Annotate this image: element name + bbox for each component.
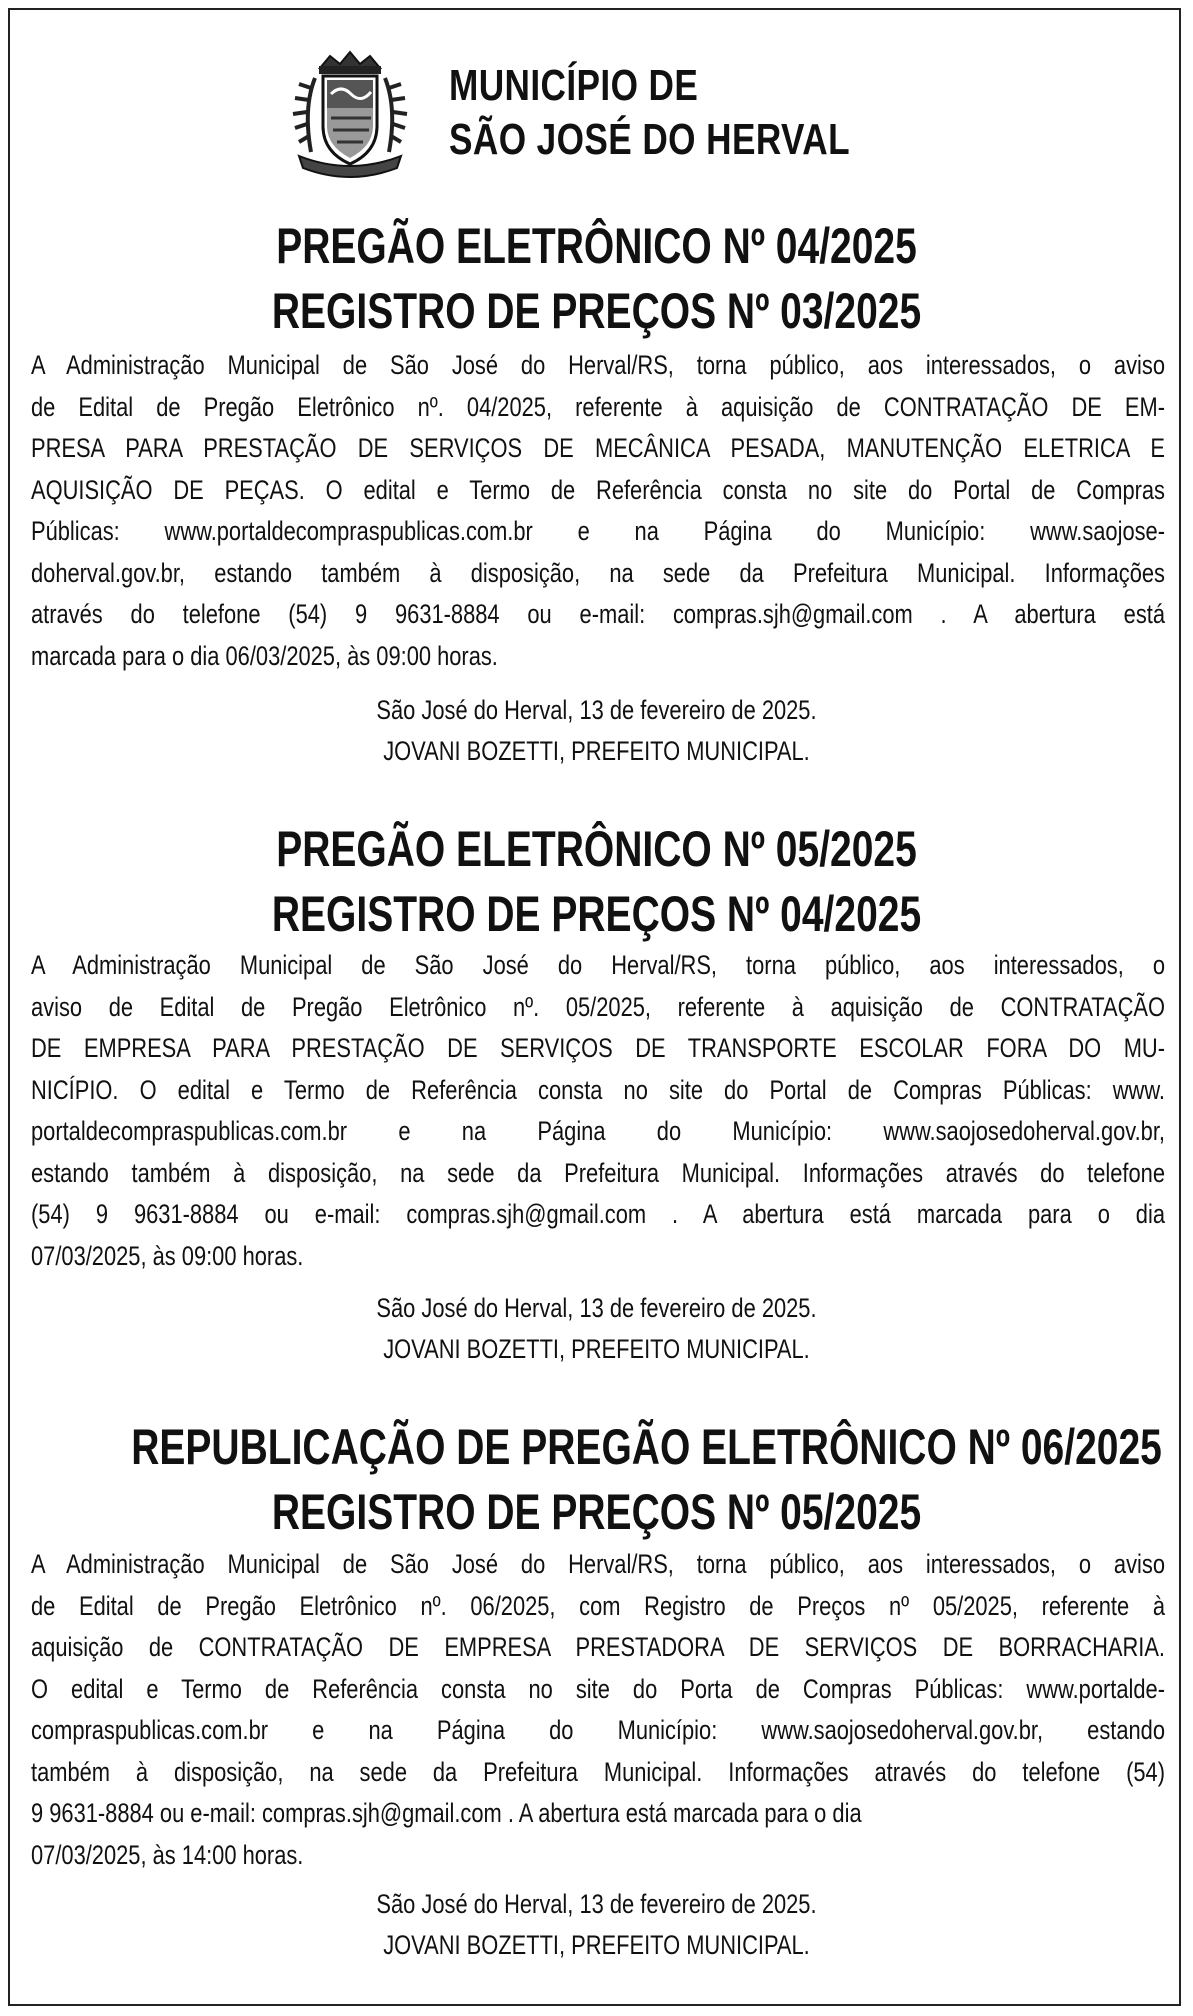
body-line: doherval.gov.br, estando também à disposição, na sede da Prefeitura Municipal. Informações bbox=[31, 557, 1165, 588]
municipality-line-1: MUNICÍPIO DE bbox=[449, 61, 699, 110]
body-line: 9 9631-8884 ou e-mail: compras.sjh@gmail.com . A abertura está marcada para o dia bbox=[31, 1798, 862, 1828]
notice-1-title: PREGÃO ELETRÔNICO Nº 04/2025 bbox=[276, 218, 917, 274]
body-line: Públicas: www.portaldecompraspublicas.com.br e na Página do Município: www.saojose- bbox=[31, 516, 1165, 546]
body-line: através do telefone (54) 9 9631-8884 ou e-mail: compras.sjh@gmail.com . A abertura está bbox=[31, 599, 1165, 629]
body-line: (54) 9 9631-8884 ou e-mail: compras.sjh@gmail.com . A abertura está marcada para o dia bbox=[31, 1199, 1165, 1229]
body-line: 07/03/2025, às 14:00 horas. bbox=[31, 1839, 304, 1870]
notice-2-signature: JOVANI BOZETTI, PREFEITO MUNICIPAL. bbox=[383, 1334, 810, 1364]
body-line: de Edital de Pregão Eletrônico nº. 06/2025, com Registro de Preços nº 05/2025, referente à bbox=[31, 1590, 1165, 1621]
body-line: AQUISIÇÃO DE PEÇAS. O edital e Termo de Referência consta no site do Portal de Compras bbox=[31, 474, 1165, 505]
coat-of-arms-icon bbox=[275, 48, 425, 178]
notice-2-place-date: São José do Herval, 13 de fevereiro de 2025. bbox=[376, 1293, 817, 1323]
body-line: DE EMPRESA PARA PRESTAÇÃO DE SERVIÇOS DE TRANSPORTE ESCOLAR FORA DO MU- bbox=[31, 1033, 1165, 1063]
notice-1-body bbox=[31, 345, 1166, 677]
notice-3-subtitle: REGISTRO DE PREÇOS Nº 05/2025 bbox=[271, 1484, 922, 1540]
notice-3-signature: JOVANI BOZETTI, PREFEITO MUNICIPAL. bbox=[383, 1930, 810, 1960]
notice-2-subtitle: REGISTRO DE PREÇOS Nº 04/2025 bbox=[271, 886, 922, 942]
body-line: 07/03/2025, às 09:00 horas. bbox=[31, 1240, 304, 1271]
notice-1-place-date: São José do Herval, 13 de fevereiro de 2025. bbox=[376, 695, 817, 725]
notice-3-place-date: São José do Herval, 13 de fevereiro de 2025. bbox=[376, 1889, 817, 1919]
body-line: aviso de Edital de Pregão Eletrônico nº. 05/2025, referente à aquisição de CONTRATAÇÃO bbox=[31, 991, 1165, 1022]
body-line: portaldecompraspublicas.com.br e na Página do Município: www.saojosedoherval.gov.br, bbox=[31, 1116, 1165, 1146]
body-line: compraspublicas.com.br e na Página do Município: www.saojosedoherval.gov.br, estando bbox=[31, 1715, 1165, 1745]
body-line: de Edital de Pregão Eletrônico nº. 04/2025, referente à aquisição de CONTRATAÇÃO DE EM- bbox=[31, 391, 1165, 422]
body-line: também à disposição, na sede da Prefeitura Municipal. Informações através do telefone (54) bbox=[31, 1756, 1165, 1787]
municipality-name bbox=[449, 59, 850, 167]
notice-3-body bbox=[31, 1544, 1166, 1876]
notice-2-body bbox=[31, 945, 1166, 1277]
body-line: PRESA PARA PRESTAÇÃO DE SERVIÇOS DE MECÂNICA PESADA, MANUTENÇÃO ELETRICA E bbox=[31, 433, 1165, 463]
body-line: aquisição de CONTRATAÇÃO DE EMPRESA PRESTADORA DE SERVIÇOS DE BORRACHARIA. bbox=[31, 1632, 1165, 1662]
notice-1-subtitle: REGISTRO DE PREÇOS Nº 03/2025 bbox=[271, 283, 922, 339]
body-line: NICÍPIO. O edital e Termo de Referência consta no site do Portal de Compras Públicas: www. bbox=[31, 1074, 1165, 1105]
body-line: A Administração Municipal de São José do Herval/RS, torna público, aos interessados, o aviso bbox=[31, 1549, 1165, 1579]
body-line: marcada para o dia 06/03/2025, às 09:00 horas. bbox=[31, 640, 498, 671]
municipality-line-2: SÃO JOSÉ DO HERVAL bbox=[449, 115, 850, 164]
notice-3-title: REPUBLICAÇÃO DE PREGÃO ELETRÔNICO Nº 06/2025 bbox=[131, 1419, 1162, 1475]
header bbox=[275, 48, 950, 178]
body-line: O edital e Termo de Referência consta no site do Porta de Compras Públicas: www.portalde- bbox=[31, 1673, 1165, 1704]
body-line: A Administração Municipal de São José do Herval/RS, torna público, aos interessados, o bbox=[31, 950, 1165, 980]
notice-2-title: PREGÃO ELETRÔNICO Nº 05/2025 bbox=[276, 821, 917, 877]
notice-1-signature: JOVANI BOZETTI, PREFEITO MUNICIPAL. bbox=[383, 736, 810, 766]
body-line: A Administração Municipal de São José do Herval/RS, torna público, aos interessados, o aviso bbox=[31, 350, 1165, 380]
body-line: estando também à disposição, na sede da Prefeitura Municipal. Informações através do telefone bbox=[31, 1157, 1165, 1188]
